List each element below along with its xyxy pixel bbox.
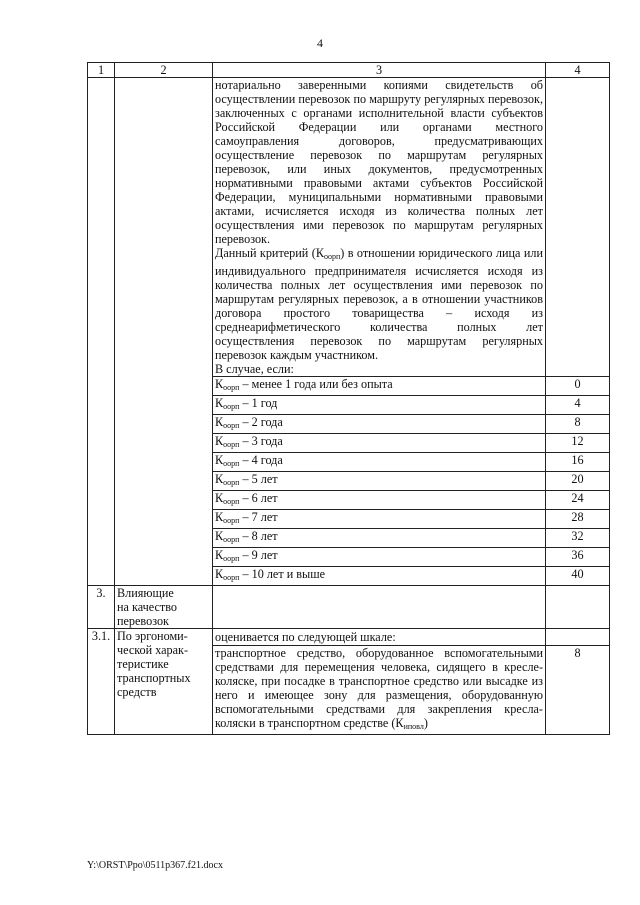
row31-name-line3: теристике: [117, 657, 169, 671]
table-row-continuation: [88, 78, 610, 377]
k-condition: $К_{оорп} - 10$ лет и выше: [213, 567, 546, 586]
k-score: 36: [546, 548, 610, 567]
k-score: 20: [546, 472, 610, 491]
row3-name: [115, 586, 213, 629]
header-col-2: 2: [115, 63, 213, 78]
k-condition: $К_{оорп} - 5$ лет: [213, 472, 546, 491]
row3-number: 3.: [88, 586, 115, 629]
k-condition: $К_{оорп}$ – менее 1 года или без опыта: [213, 377, 546, 396]
k-condition: $К_{оорп} - 6$ лет: [213, 491, 546, 510]
table-header-row: [88, 63, 610, 78]
k-score: 28: [546, 510, 610, 529]
row31-name-line5: средств: [117, 685, 157, 699]
cell-empty-num: [88, 78, 115, 586]
cell-description: [213, 78, 546, 377]
k-score: 16: [546, 453, 610, 472]
row31-number: 3.1.: [88, 629, 115, 735]
row3-description: [213, 586, 546, 629]
row3-name-line3: перевозок: [117, 614, 169, 628]
header-col-4: 4: [546, 63, 610, 78]
row31-name-line2: ческой харак-: [117, 643, 189, 657]
k-score: 4: [546, 396, 610, 415]
criterion-text-before: Данный критерий (К: [215, 246, 324, 260]
k-score: 12: [546, 434, 610, 453]
criterion-subscript: оорп: [323, 252, 341, 261]
cell-empty-name: [115, 78, 213, 586]
row3-name-line2: на качество: [117, 600, 177, 614]
table-row-section-3-1: [88, 629, 610, 646]
row31-scale-score: [546, 629, 610, 646]
row31-name: [115, 629, 213, 735]
k-condition: $К_{оорп} - 9$ лет: [213, 548, 546, 567]
k-condition: $К_{оорп} - 1$ год: [213, 396, 546, 415]
k-score: 32: [546, 529, 610, 548]
paragraph-documents: нотариально заверенными копиями свидетельств об осуществлении перевозок по маршруту регулярных перевозок, заключенных с органами исполнительной власти субъектов Российской Федерации или органами местного самоуправления договоров, предусматривающих осуществление перевозок по маршрутам регулярных перевозок, или иных документов, предусмотренных нормативными правовыми актами субъектов Российской Федерации, муниципальными нормативными правовыми актами, исчисляется исходя из количества полных лет осуществления ими перевозок по маршрутам регулярных перевозок.: [215, 78, 543, 246]
k-condition: $К_{оорп} - 4$ года: [213, 453, 546, 472]
k-score: 40: [546, 567, 610, 586]
row31-description-text: транспортное средство, оборудованное вспомогательными средствами для перемещения человека, сидящего в кресле-коляске, при посадке в транспортное средство или высадке из него и имеющее зону для размещения, оборудованную вспомогательными средствами для закрепления кресла-коляски в транспортном средстве $(К_{иповл})$: [215, 646, 543, 731]
k-score: 8: [546, 415, 610, 434]
header-col-3: 3: [213, 63, 546, 78]
row31-score: 8: [546, 646, 610, 735]
criterion-text-after: ) в отношении юридического лица или индивидуального предпринимателя исчисляется исходя из количества полных лет осуществления ими перевозок по маршрутам регулярных перевозок, а в отношении участников договора простого товарищества – исходя из среднеарифметического количества полных лет осуществления перевозок по маршрутам регулярных перевозок каждым участником.: [215, 246, 544, 362]
page-number: 4: [317, 36, 323, 50]
table-row-section-3: [88, 586, 610, 629]
footer-file-path: Y:\ORST\Ppo\0511p367.f21.docx: [87, 860, 223, 871]
criteria-table: [87, 62, 610, 735]
cell-empty-score: [546, 78, 610, 377]
row3-name-line1: Влияющие: [117, 586, 174, 600]
row31-name-line4: транспортных: [117, 671, 191, 685]
row31-description: [213, 646, 546, 735]
k-score: 24: [546, 491, 610, 510]
k-condition: $К_{оорп} - 7$ лет: [213, 510, 546, 529]
row3-score: [546, 586, 610, 629]
row31-scale-text: оценивается по следующей шкале:: [213, 629, 546, 646]
k-score: 0: [546, 377, 610, 396]
k-condition: $К_{оорп} - 3$ года: [213, 434, 546, 453]
k-condition: $К_{оорп} - 2$ года: [213, 415, 546, 434]
header-col-1: 1: [88, 63, 115, 78]
paragraph-case: В случае, если:: [215, 362, 294, 376]
k-condition: $К_{оорп} - 8$ лет: [213, 529, 546, 548]
paragraph-criterion: [215, 246, 543, 362]
row31-name-line1: По эргономи-: [117, 629, 188, 643]
